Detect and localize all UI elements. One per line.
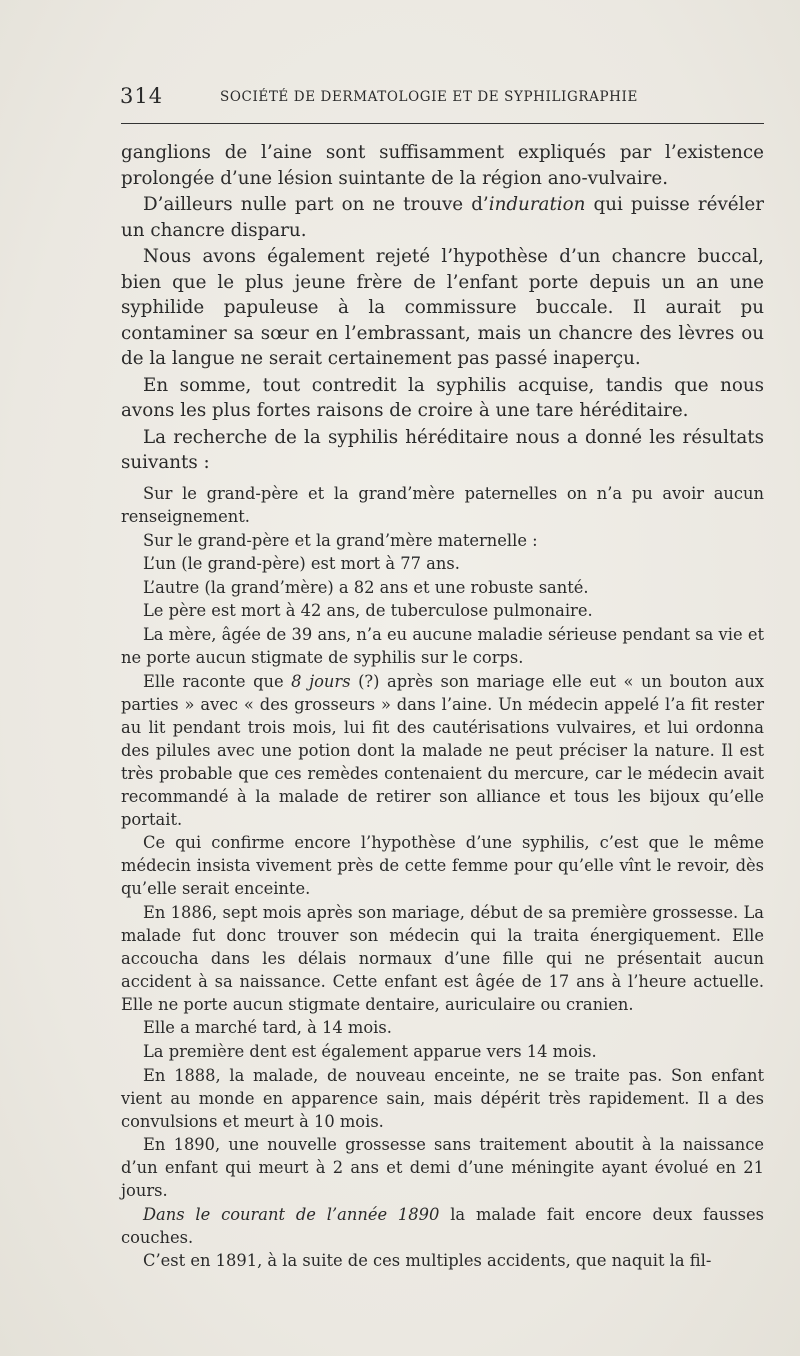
paragraph: Dans le courant de l’année 1890 la malade fait encore deux fausses couches.	[121, 1204, 764, 1247]
paragraph: ganglions de l’aine sont suffisamment expliqués par l’existence prolongée d’une lésion suintante de la région ano-vulvaire.	[121, 142, 764, 189]
italic-term: induration	[488, 194, 586, 215]
paragraph: En 1890, une nouvelle grossesse sans traitement aboutit à la naissance d’un enfant qui meurt à 2 ans et demi d’une méningite ayant évolué en 21 jours.	[121, 1135, 764, 1201]
case-history-block	[121, 482, 764, 1273]
paragraph: Elle raconte que 8 jours (?) après son mariage elle eut « un bouton aux parties » avec « des grosseurs » dans l’aine. Un médecin appelé l’a fit rester au lit pendant trois mois, lui fit des cautérisations vulvaires, et lui ordonna des pilules avec une potion dont la malade ne peut préciser la nature. Il est très probable que ces remèdes contenaient du mercure, car le médecin avait recommandé à la malade de retirer son alliance et tous les bijoux qu’elle portait.	[121, 671, 765, 829]
header-rule	[121, 123, 764, 124]
page-number: 314	[120, 84, 164, 108]
paragraph: L’autre (la grand’mère) a 82 ans et une robuste santé.	[143, 577, 589, 597]
paragraph: En somme, tout contredit la syphilis acquise, tandis que nous avons les plus fortes raisons de croire à une tare héréditaire.	[121, 374, 764, 421]
paragraph: Sur le grand-père et la grand’mère maternelle :	[143, 530, 538, 550]
running-title: SOCIÉTÉ DE DERMATOLOGIE ET DE SYPHILIGRAPHIE	[220, 89, 638, 105]
paragraph: Elle a marché tard, à 14 mois.	[143, 1018, 392, 1038]
paragraph: Sur le grand-père et la grand’mère paternelles on n’a pu avoir aucun renseignement.	[121, 484, 764, 526]
italic-term: 8 jours	[291, 671, 351, 691]
paragraph: En 1888, la malade, de nouveau enceinte, ne se traite pas. Son enfant vient au monde en apparence sain, mais dépérit très rapidement. Il a des convulsions et meurt à 10 mois.	[121, 1065, 764, 1131]
paragraph: Ce qui confirme encore l’hypothèse d’une syphilis, c’est que le même médecin insista vivement près de cette femme pour qu’elle vînt le revoir, dès qu’elle serait enceinte.	[121, 833, 764, 899]
main-text-block	[121, 140, 764, 477]
paragraph: C’est en 1891, à la suite de ces multiples accidents, que naquit la fil-	[143, 1251, 712, 1271]
paragraph: Le père est mort à 42 ans, de tuberculose pulmonaire.	[143, 601, 593, 621]
paragraph: La mère, âgée de 39 ans, n’a eu aucune maladie sérieuse pendant sa vie et ne porte aucun stigmate de syphilis sur le corps.	[121, 624, 764, 667]
paragraph: La recherche de la syphilis héréditaire nous a donné les résultats suivants :	[121, 426, 764, 473]
italic-term: Dans le courant de l’année 1890	[143, 1204, 440, 1224]
paragraph: L’un (le grand-père) est mort à 77 ans.	[143, 554, 460, 574]
paragraph: Nous avons également rejeté l’hypothèse d’un chancre buccal, bien que le plus jeune frère de l’enfant porte depuis un an une syphilide papuleuse à la commissure buccale. Il aurait pu contaminer sa sœur en l’embrassant, mais un chancre des lèvres ou de la langue ne serait certainement pas passé inaperçu.	[121, 246, 764, 369]
page-header	[120, 84, 764, 114]
paragraph: La première dent est également apparue vers 14 mois.	[143, 1041, 597, 1061]
paragraph: En 1886, sept mois après son mariage, début de sa première grossesse. La malade fut donc trouver son médecin qui la traita énergiquement. Elle accoucha dans les délais normaux d’une fille qui ne présentait aucun accident à sa naissance. Cette enfant est âgée de 17 ans à l’heure actuelle. Elle ne porte aucun stigmate dentaire, auriculaire ou cranien.	[121, 902, 764, 1014]
paragraph: D’ailleurs nulle part on ne trouve d’induration qui puisse révéler un chancre disparu.	[121, 194, 764, 241]
